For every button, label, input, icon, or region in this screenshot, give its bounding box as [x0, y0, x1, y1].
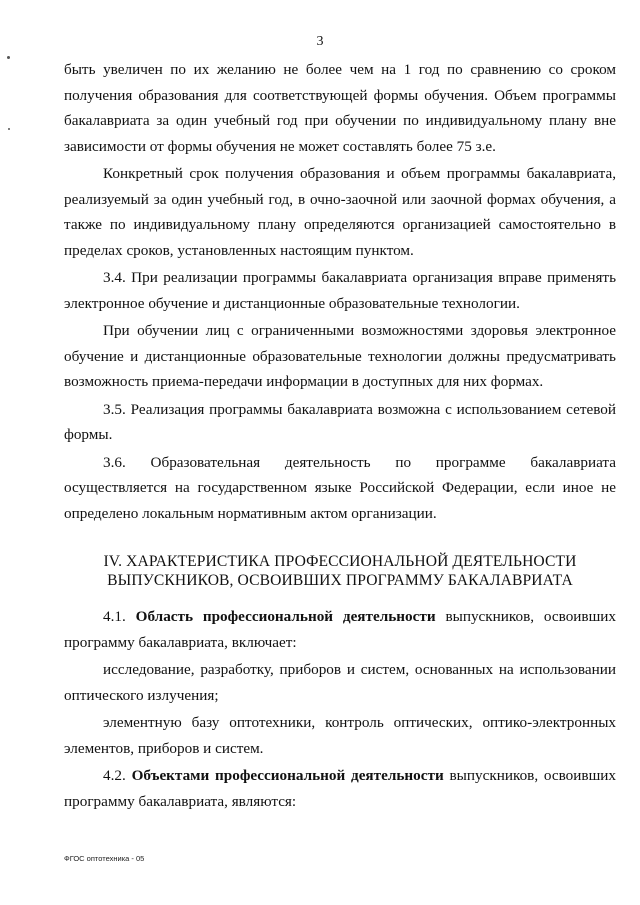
scan-speck — [8, 128, 10, 130]
scan-speck — [7, 56, 10, 59]
paragraph-3-4: 3.4. При реализации программы бакалавриата организация вправе применять электронное обучение и дистанционные образовательные технологии. — [64, 269, 616, 312]
paragraph-4-2-number: 4.2. — [103, 767, 126, 784]
paragraph-duration: Конкретный срок получения образования и объем программы бакалавриата, реализуемый за один учебный год, в очно-заочной или заочной формах обучения, а также по индивидуальному плану определяются организацией самостоятельно в пределах сроков, установленных настоящим пунктом. — [64, 165, 616, 259]
list-item-elements: элементную базу оптотехники, контроль оптических, оптико-электронных элементов, приборов и систем. — [64, 714, 616, 757]
paragraph-disabled-learners: При обучении лиц с ограниченными возможностями здоровья электронное обучение и дистанционные образовательные технологии должны предусматривать возможность приема-передачи информации в доступных для них формах. — [64, 322, 616, 390]
page-number: 3 — [316, 34, 324, 49]
section-heading-line-2: ВЫПУСКНИКОВ, ОСВОИВШИХ ПРОГРАММУ БАКАЛАВРИАТА — [107, 572, 573, 589]
paragraph-4-1-term: Область профессиональной деятельности — [135, 608, 436, 625]
paragraph-continuation: быть увеличен по их желанию не более чем на 1 год по сравнению со сроком получения образования для соответствующей формы обучения. Объем программы бакалавриата за один учебный год при обучении по индивидуальному плану вне зависимости от формы обучения не может составлять более 75 з.е. — [64, 61, 616, 155]
paragraph-4-2-term: Объектами профессиональной деятельности — [131, 767, 444, 784]
footer-label: ФГОС оптотехника - 05 — [64, 854, 145, 863]
paragraph-3-6 — [64, 450, 616, 527]
paragraph-3-6-rest: осуществляется на государственном языке Российской Федерации, если иное не определено локальным нормативным актом организации. — [64, 479, 616, 522]
list-item-research: исследование, разработку, приборов и систем, основанных на использовании оптического излучения; — [64, 661, 616, 704]
paragraph-3-6-first-line: 3.6. Образовательная деятельность по программе бакалавриата — [103, 453, 616, 471]
section-heading — [64, 552, 616, 590]
paragraph-4-1-number: 4.1. — [103, 608, 126, 625]
paragraph-4-1 — [64, 604, 616, 655]
paragraph-4-2 — [64, 763, 616, 814]
section-heading-line-1: IV. ХАРАКТЕРИСТИКА ПРОФЕССИОНАЛЬНОЙ ДЕЯТЕЛЬНОСТИ — [103, 553, 577, 570]
paragraph-4-2-text: выпускников, освоивших программу бакалавриата, являются: — [64, 767, 616, 810]
paragraph-3-5: 3.5. Реализация программы бакалавриата возможна с использованием сетевой формы. — [64, 400, 616, 443]
paragraph-4-1-text: выпускников, освоивших программу бакалавриата, включает: — [64, 608, 617, 651]
document-body — [64, 57, 616, 816]
